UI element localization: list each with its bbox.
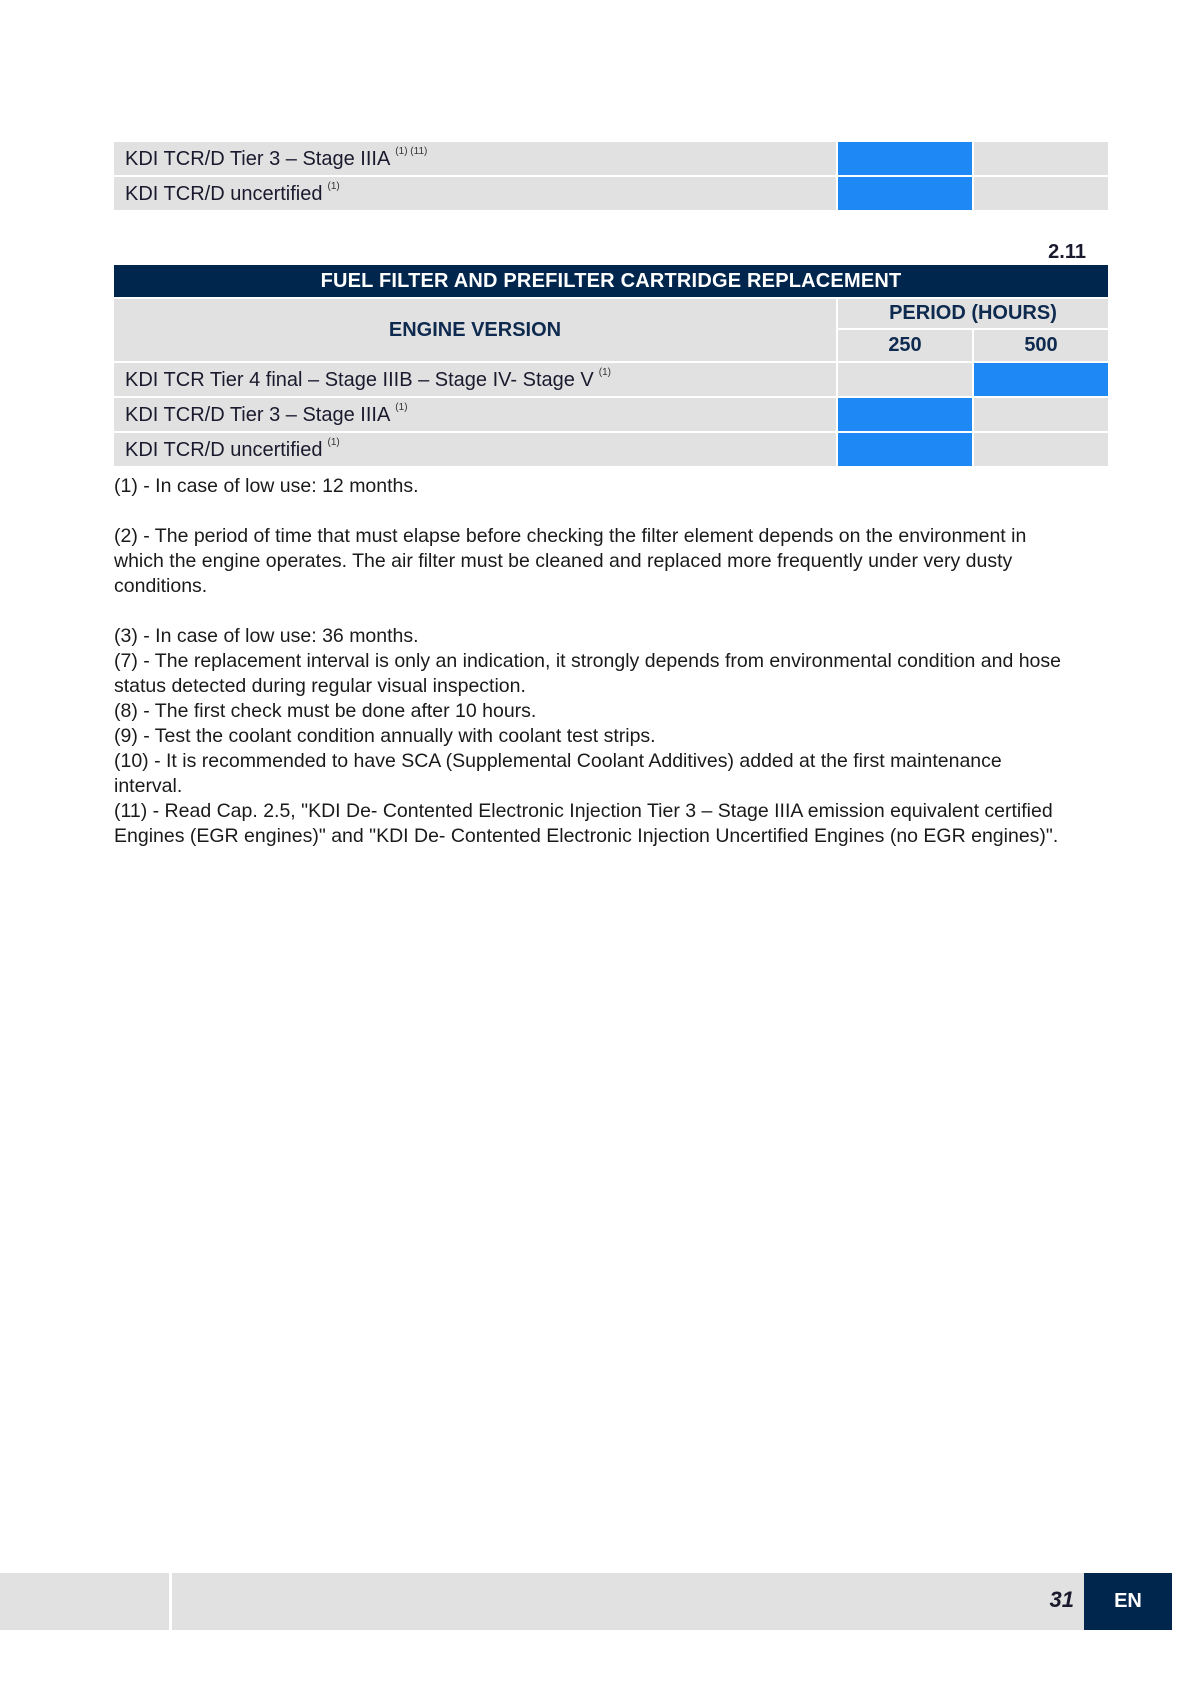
interval-cell-500 [972,398,1108,433]
interval-cell-500-marked [972,363,1108,398]
fuel-filter-maintenance-table [114,265,1108,468]
section-title: FUEL FILTER AND PREFILTER CARTRIDGE REPLACEMENT [114,265,1108,297]
interval-cell-500 [972,177,1108,212]
footnote: (9) - Test the coolant condition annually with coolant test strips. [114,725,656,747]
continued-maintenance-table [114,142,1108,212]
interval-cell-500 [972,142,1108,177]
engine-version-label: KDI TCR/D Tier 3 – Stage IIIA $^{(1)}$ [114,398,836,433]
interval-cell-250 [836,363,972,398]
footer-middle-block [172,1573,1084,1630]
hours-header-250: 250 [836,330,972,363]
engine-version-label: KDI TCR/D Tier 3 – Stage IIIA $^{(1) (11)}$ [114,142,836,177]
footnotes [114,474,1074,849]
table-row [114,177,1108,212]
interval-cell-250-marked [836,177,972,212]
engine-version-label: KDI TCR/D uncertified $^{(1)}$ [114,177,836,212]
table-row [114,142,1108,177]
interval-cell-250-marked [836,433,972,468]
period-hours-header: PERIOD (HOURS) [836,297,1108,330]
footnote: (8) - The first check must be done after 10 hours. [114,700,537,722]
footnote: (1) - In case of low use: 12 months. [114,475,419,497]
interval-cell-500 [972,433,1108,468]
footnote: (7) - The replacement interval is only an indication, it strongly depends from environmental condition and hose status detected during regular visual inspection. [114,650,1061,697]
engine-version-label: KDI TCR Tier 4 final – Stage IIIB – Stage IV- Stage V $^{(1)}$ [114,363,836,398]
table-row [114,433,1108,468]
page-number: 31 [1049,1587,1074,1612]
footnote: (11) - Read Cap. 2.5, "KDI De- Contented Electronic Injection Tier 3 – Stage IIIA emission equivalent certified Engines (EGR engines)" and "KDI De- Contented Electronic Injection Uncertified Engines (no EGR engines)". [114,800,1059,847]
interval-cell-250-marked [836,398,972,433]
table-row [114,363,1108,398]
hours-header-500: 500 [972,330,1108,363]
language-tab: EN [1084,1573,1172,1630]
footnote: (10) - It is recommended to have SCA (Supplemental Coolant Additives) added at the first maintenance interval. [114,750,1002,797]
engine-version-label: KDI TCR/D uncertified $^{(1)}$ [114,433,836,468]
table-row [114,398,1108,433]
footnote: (3) - In case of low use: 36 months. [114,625,419,647]
page-footer [0,1573,1172,1630]
section-number: 2.11 [1048,241,1086,263]
footnote: (2) - The period of time that must elapse before checking the filter element depends on the environment in which the engine operates. The air filter must be cleaned and replaced more frequently under very dusty conditions. [114,525,1027,597]
interval-cell-250-marked [836,142,972,177]
footer-left-block [0,1573,169,1630]
engine-version-header: ENGINE VERSION [114,297,836,363]
